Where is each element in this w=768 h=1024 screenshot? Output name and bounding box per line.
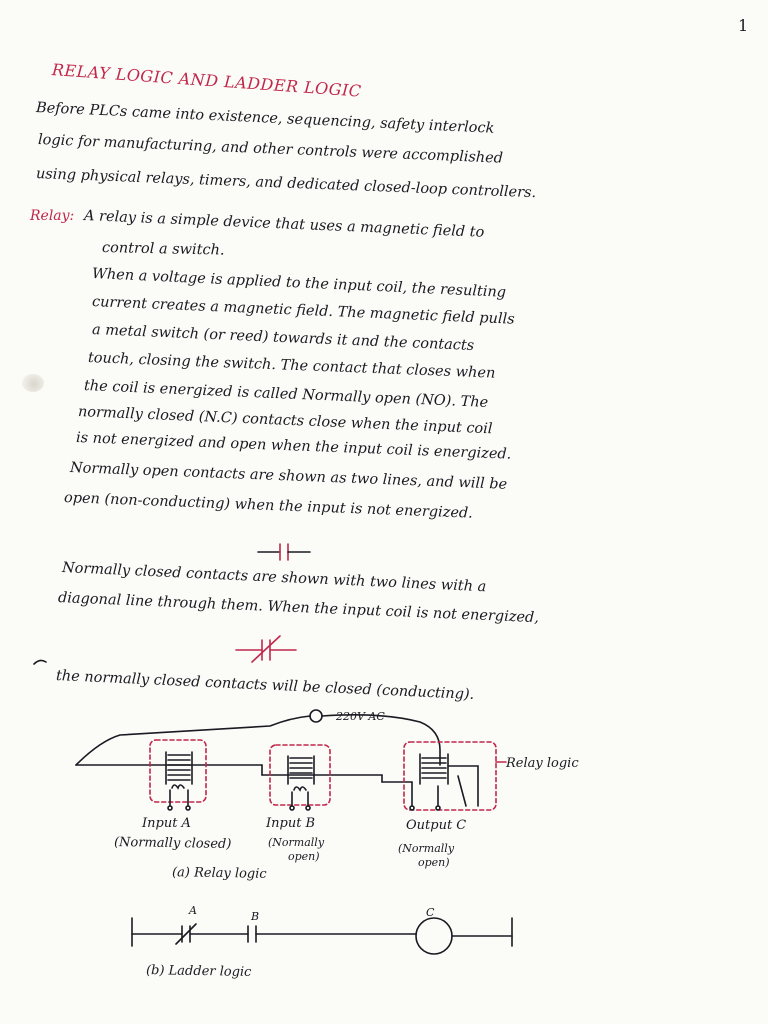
input-b-name: Input B — [266, 816, 316, 831]
relay-line-3: When a voltage is applied to the input coil, the resulting — [91, 266, 507, 301]
intro-line-3: using physical relays, timers, and dedicated closed-loop controllers. — [35, 166, 537, 202]
normally-open-contact-symbol — [258, 544, 310, 560]
relay-b — [270, 745, 330, 810]
relay-logic-caption: (a) Relay logic — [171, 865, 267, 882]
intro-line-2: logic for manufacturing, and other controls were accomplished — [37, 132, 504, 167]
margin-mark — [34, 660, 46, 664]
input-a-name: Input A — [142, 816, 191, 831]
relay-line-2: control a switch. — [101, 240, 225, 259]
input-b-state-2: open) — [288, 850, 320, 863]
nc-line-3: the normally closed contacts will be closed (conducting). — [55, 668, 475, 703]
input-a-state: (Normally closed) — [113, 834, 232, 853]
ladder-logic-diagram — [132, 918, 512, 954]
nc-line-2: diagonal line through them. When the input coil is not energized, — [57, 590, 540, 627]
relay-label: Relay: — [30, 208, 75, 224]
relay-line-9: is not energized and open when the input coil is energized. — [75, 430, 512, 463]
ladder-label-b: B — [251, 910, 260, 923]
relay-line-5: a metal switch (or reed) towards it and the contacts — [91, 322, 475, 355]
relay-line-1: A relay is a simple device that uses a magnetic field to — [83, 208, 485, 241]
page-number: 1 — [738, 16, 749, 35]
output-c-state-1: (Normally — [398, 842, 455, 855]
ladder-label-c: C — [426, 906, 435, 919]
relay-logic-side-label: Relay logic — [506, 756, 579, 771]
intro-line-1: Before PLCs came into existence, sequencing, safety interlock — [35, 100, 495, 137]
relay-line-6: touch, closing the switch. The contact that closes when — [87, 350, 496, 382]
output-c-name: Output C — [406, 818, 467, 833]
ladder-logic-caption: (b) Ladder logic — [145, 963, 252, 980]
supply-label: 220V AC — [336, 710, 385, 723]
relay-line-10: Normally open contacts are shown as two lines, and will be — [69, 460, 508, 493]
relay-a — [150, 740, 206, 810]
relay-line-4: current creates a magnetic field. The magnetic field pulls — [91, 294, 515, 328]
input-b-state-1: (Normally — [268, 836, 325, 849]
relay-line-8: normally closed (N.C) contacts close when the input coil — [77, 404, 493, 438]
ladder-label-a: A — [189, 904, 197, 917]
nc-line-1: Normally closed contacts are shown with two lines with a — [61, 560, 487, 596]
page-title: RELAY LOGIC AND LADDER LOGIC — [51, 60, 363, 101]
relay-c — [404, 742, 496, 810]
relay-line-11: open (non-conducting) when the input is not energized. — [63, 490, 474, 522]
output-c-state-2: open) — [418, 856, 450, 869]
relay-line-7: the coil is energized is called Normally open (NO). The — [83, 378, 489, 411]
relay-logic-diagram — [76, 710, 506, 810]
normally-closed-contact-symbol — [236, 636, 296, 662]
